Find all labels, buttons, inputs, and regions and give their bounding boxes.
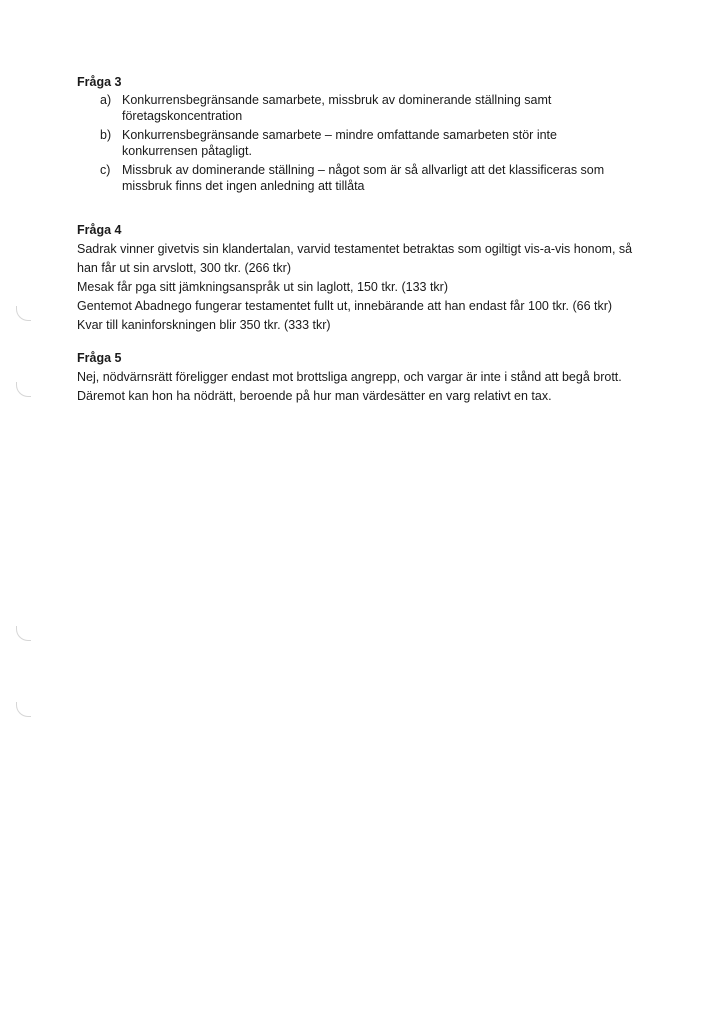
question-3-answer-list [77,92,667,194]
question-3-heading: Fråga 3 [77,75,122,89]
list-marker: b) [100,128,112,142]
question-5-heading: Fråga 5 [77,351,122,365]
paragraph-line: Nej, nödvärnsrätt föreligger endast mot brottsliga angrepp, och vargar är inte i stånd att begå brott. [77,370,622,384]
answer-line: missbruk finns det ingen anledning att tillåta [122,179,365,193]
paragraph-line: Sadrak vinner givetvis sin klandertalan, varvid testamentet betraktas som ogiltigt vis-a-vis honom, så [77,242,633,256]
punch-hole-mark [16,382,31,397]
answer-line: Konkurrensbegränsande samarbete – mindre omfattande samarbeten stör inte [122,128,557,142]
answer-item-c [77,162,667,194]
list-marker: c) [100,163,111,177]
list-marker: a) [100,93,112,107]
paragraph-line: Kvar till kaninforskningen blir 350 tkr. (333 tkr) [77,318,331,332]
paragraph-line: Däremot kan hon ha nödrätt, beroende på hur man värdesätter en varg relativt en tax. [77,389,552,403]
question-4-heading: Fråga 4 [77,223,122,237]
question-4-section [77,222,667,335]
paragraph-line: Mesak får pga sitt jämkningsanspråk ut sin laglott, 150 tkr. (133 tkr) [77,280,449,294]
paragraph-line: Gentemot Abadnego fungerar testamentet fullt ut, innebärande att han endast får 100 tkr. (66 tkr) [77,299,613,313]
answer-line: företagskoncentration [122,109,243,123]
answer-line: konkurrensen påtagligt. [122,144,252,158]
answer-item-b [77,127,667,159]
answer-line: Missbruk av dominerande ställning – något som är så allvarligt att det klassificeras som [122,163,605,177]
answer-item-a [77,92,667,124]
paragraph-line: han får ut sin arvslott, 300 tkr. (266 tkr) [77,261,291,275]
punch-hole-mark [16,702,31,717]
punch-hole-mark [16,626,31,641]
question-3-section [77,74,667,197]
question-5-section [77,350,667,406]
answer-line: Konkurrensbegränsande samarbete, missbruk av dominerande ställning samt [122,93,552,107]
punch-hole-mark [16,306,31,321]
